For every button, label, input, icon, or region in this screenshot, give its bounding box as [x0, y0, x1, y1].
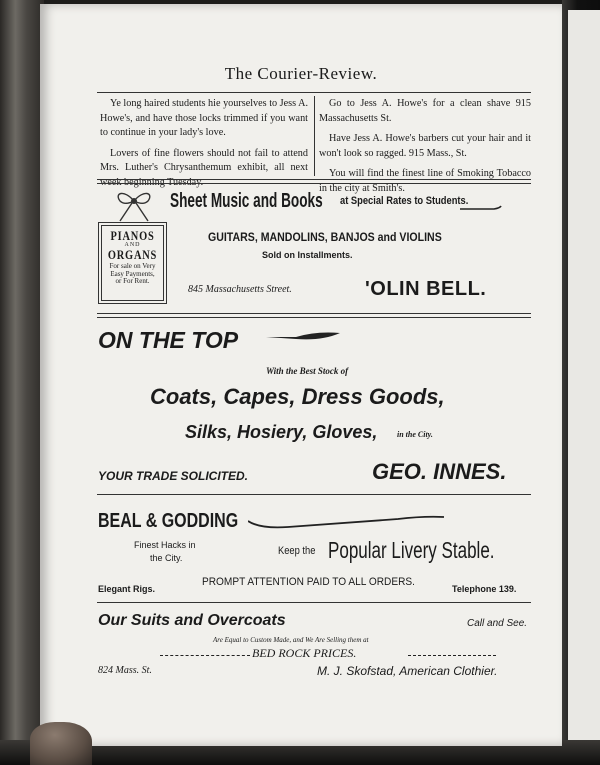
- innes-line1: Coats, Capes, Dress Goods,: [150, 384, 445, 409]
- livery-rigs: Elegant Rigs.: [98, 584, 156, 594]
- livery-hacks-line1: Finest Hacks in: [134, 540, 196, 550]
- bell-headline: Sheet Music and Books: [170, 190, 323, 212]
- clothier-prices: BED ROCK PRICES.: [252, 646, 357, 660]
- innes-intro: With the Best Stock of: [266, 366, 349, 376]
- section-divider: [97, 602, 531, 603]
- clothier-equal: Are Equal to Custom Made, and We Are Selling them at: [213, 636, 369, 644]
- bell-merchant: 'OLIN BELL.: [365, 278, 487, 300]
- box-terms: For sale on Very Easy Payments, or For Rent.: [109, 262, 156, 285]
- clothier-address: 824 Mass. St.: [98, 665, 152, 676]
- innes-line2-suffix: in the City.: [397, 430, 433, 439]
- bell-headline-suffix: at Special Rates to Students.: [340, 195, 469, 207]
- notice-howe-barbers: Have Jess A. Howe's barbers cut your hair and it won't look so ragged. 915 Mass., St.: [319, 133, 531, 159]
- thumb: [30, 722, 92, 765]
- swash-flourish-icon: [248, 511, 448, 531]
- section-divider: [97, 494, 531, 495]
- innes-solicit: YOUR TRADE SOLICITED.: [98, 469, 249, 483]
- notice-howe-shave: Go to Jess A. Howe's for a clean shave 915 Massachusetts St.: [319, 98, 531, 124]
- livery-firm: BEAL & GODDING: [98, 510, 239, 532]
- pianos-label: PIANOS: [110, 228, 155, 243]
- price-rule-right: [408, 655, 496, 656]
- price-rule-left: [160, 655, 250, 656]
- bell-installments: Sold on Installments.: [262, 250, 353, 260]
- notice-chrysanthemum: Lovers of fine flowers should not fail to attend Mrs. Luther's Chrysanthemum exhibit, all next week beginning Tuesday.: [100, 147, 308, 188]
- livery-keep-the: Keep the: [278, 545, 316, 557]
- bell-instruments: GUITARS, MANDOLINS, BANJOS and VIOLINS: [208, 232, 442, 244]
- notices-left-column: [100, 97, 308, 190]
- innes-headline: ON THE TOP: [98, 327, 239, 353]
- organs-label: ORGANS: [107, 247, 158, 262]
- flourish-icon: [460, 205, 502, 213]
- clothier-call: Call and See.: [467, 618, 528, 629]
- clothier-headline: Our Suits and Overcoats: [98, 612, 286, 629]
- page: [40, 4, 562, 746]
- bell-address: 845 Massachusetts Street.: [188, 284, 292, 295]
- notice-smith-tobacco: You will find the finest line of Smoking Tobacco in the city at Smith's.: [319, 168, 531, 194]
- column-divider: [314, 96, 315, 176]
- clothier-merchant: M. J. Skofstad, American Clothier.: [317, 664, 498, 678]
- pianos-organs-box: [98, 222, 167, 304]
- innes-merchant: GEO. INNES.: [372, 459, 507, 484]
- ribbon-bow-icon: [110, 187, 158, 223]
- innes-line2: Silks, Hosiery, Gloves,: [185, 422, 378, 442]
- livery-prompt: PROMPT ATTENTION PAID TO ALL ORDERS.: [202, 576, 415, 588]
- notice-howe-haircut: Ye long haired students hie yourselves to Jess A. Howe's, and have those locks trimmed if you want to continue in your lady's love.: [100, 98, 308, 138]
- quill-flourish-icon: [266, 329, 342, 343]
- next-page-edge: [568, 10, 600, 755]
- livery-stable: Popular Livery Stable.: [328, 537, 495, 563]
- section-divider: [97, 313, 531, 318]
- header-rule: [97, 92, 531, 93]
- book-binding: [0, 0, 44, 765]
- livery-hacks-line2: the City.: [150, 553, 183, 563]
- section-divider: [97, 179, 531, 184]
- page-header-title: The Courier-Review.: [224, 64, 378, 83]
- livery-telephone: Telephone 139.: [452, 584, 517, 594]
- and-label: AND: [124, 242, 141, 248]
